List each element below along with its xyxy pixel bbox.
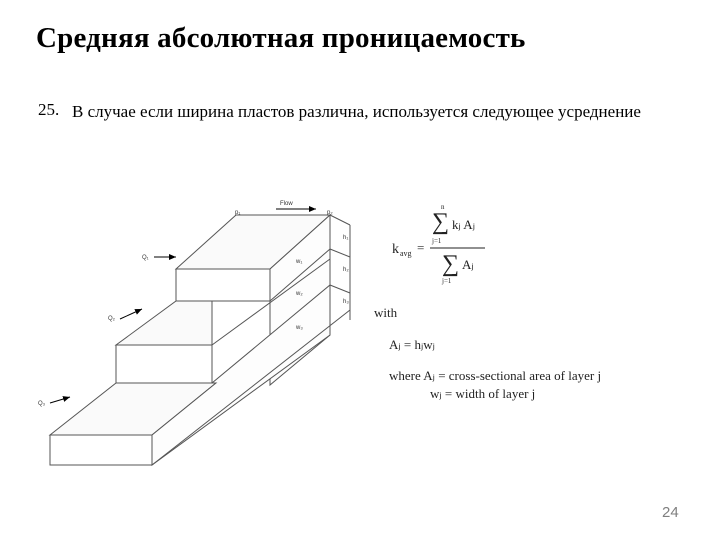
- staircase-block: [50, 215, 350, 465]
- w1-label: w₁: [296, 259, 303, 265]
- equals-sign: =: [417, 240, 425, 255]
- page-number: 24: [662, 504, 679, 521]
- flow-label: Flow: [280, 201, 293, 207]
- layer-3-front-face: [50, 435, 152, 465]
- where-line-2: wⱼ = width of layer j: [430, 386, 536, 401]
- h3-label: h₃: [343, 299, 349, 305]
- lhs-k: k: [392, 242, 399, 257]
- layer-2-top-face: [116, 301, 212, 345]
- sum-lower-denominator: j=1: [442, 277, 452, 285]
- aj-definition: Aⱼ = hⱼwⱼ: [389, 337, 435, 352]
- p1-label: p₁: [235, 210, 241, 216]
- p2-label: p₂: [327, 210, 333, 216]
- where-line: where Aⱼ = cross-sectional area of layer j: [389, 368, 602, 383]
- w2-label: w₂: [296, 291, 303, 297]
- q3-arrow: [50, 397, 70, 403]
- q1-label: Q₁: [142, 255, 149, 261]
- sum-sign-denominator: ∑: [442, 251, 460, 277]
- numerator-text: kⱼ Aⱼ: [452, 217, 475, 232]
- layer-2-front-face: [116, 345, 212, 383]
- slide-title: Средняя абсолютная проницаемость: [36, 22, 526, 54]
- q2-label: Q₂: [108, 316, 115, 322]
- denominator-text: Aⱼ: [462, 257, 474, 272]
- h2-label: h₂: [343, 267, 349, 273]
- layer-1-front-face: [176, 269, 270, 301]
- with-label: with: [374, 305, 398, 320]
- sum-upper-n: n: [441, 203, 445, 211]
- layered-reservoir-figure: [30, 185, 650, 475]
- sum-lower-numerator: j=1: [432, 237, 442, 245]
- sum-sign-numerator: ∑: [432, 209, 450, 235]
- q2-arrow: [120, 309, 142, 319]
- item-number: 25.: [38, 100, 60, 119]
- q3-label: Q₃: [38, 401, 46, 407]
- w3-label: w₃: [296, 325, 303, 331]
- lhs-subscript: avg: [400, 249, 412, 258]
- item-text: В случае если ширина пластов различна, используется следующее усреднение: [72, 102, 641, 121]
- h1-label: h₁: [343, 235, 349, 241]
